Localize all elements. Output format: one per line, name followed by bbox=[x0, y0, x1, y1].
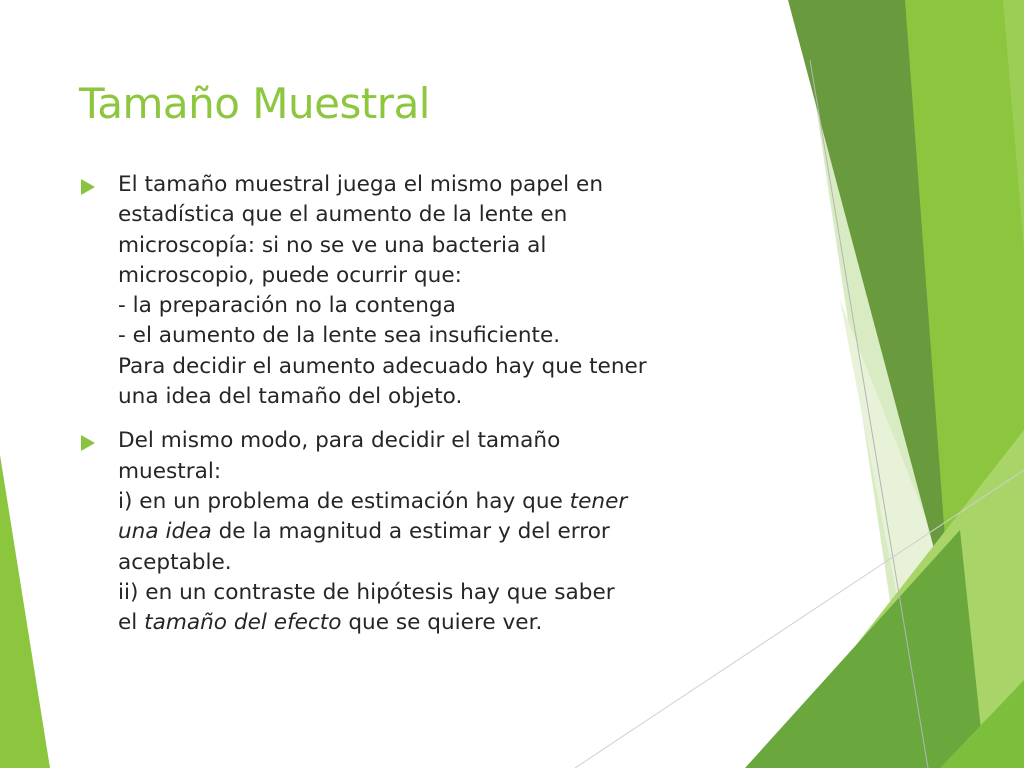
bullet-text-line: microscopía: si no se ve una bacteria al bbox=[118, 232, 547, 258]
bullet-text-line: aceptable. bbox=[118, 549, 232, 575]
bullet-text-line: - el aumento de la lente sea insuficiente. bbox=[118, 323, 561, 349]
text-run: i) en un problema de estimación hay que bbox=[118, 488, 570, 514]
left-green-wedge bbox=[0, 455, 50, 768]
triangle-right-icon bbox=[81, 179, 95, 195]
text-run: el bbox=[118, 610, 145, 636]
bullet-text-line bbox=[118, 608, 760, 638]
bullet-text-line: muestral: bbox=[118, 458, 222, 484]
bullet-text-line bbox=[118, 517, 760, 547]
bullet-text-line: Del mismo modo, para decidir el tamaño bbox=[118, 428, 561, 454]
italic-emphasis: tamaño del efecto bbox=[144, 610, 342, 636]
text-run: que se quiere ver. bbox=[341, 610, 543, 636]
bullet-list bbox=[80, 170, 760, 652]
bullet-text-line bbox=[118, 487, 760, 517]
bullet-item bbox=[80, 170, 760, 412]
bullet-text-line: Para decidir el aumento adecuado hay que tener bbox=[118, 353, 647, 379]
slide-title: Tamaño Muestral bbox=[79, 79, 430, 128]
bullet-text-line: microscopio, puede ocurrir que: bbox=[118, 262, 462, 288]
triangle-right-icon bbox=[81, 435, 95, 451]
bottom-dark-triangle bbox=[745, 530, 985, 768]
bullet-text-line: El tamaño muestral juega el mismo papel en bbox=[118, 172, 604, 197]
italic-emphasis: una idea bbox=[118, 519, 212, 545]
italic-emphasis: tener bbox=[569, 488, 628, 514]
bullet-text-line: una idea del tamaño del objeto. bbox=[118, 384, 463, 410]
bullet-text-line: estadística que el aumento de la lente en bbox=[118, 202, 568, 228]
bullet-text-line: - la preparación no la contenga bbox=[118, 293, 456, 319]
bullet-text-line: ii) en un contraste de hipótesis hay que saber bbox=[118, 579, 615, 605]
text-run: de la magnitud a estimar y del error bbox=[211, 519, 610, 545]
bullet-item bbox=[80, 426, 760, 638]
